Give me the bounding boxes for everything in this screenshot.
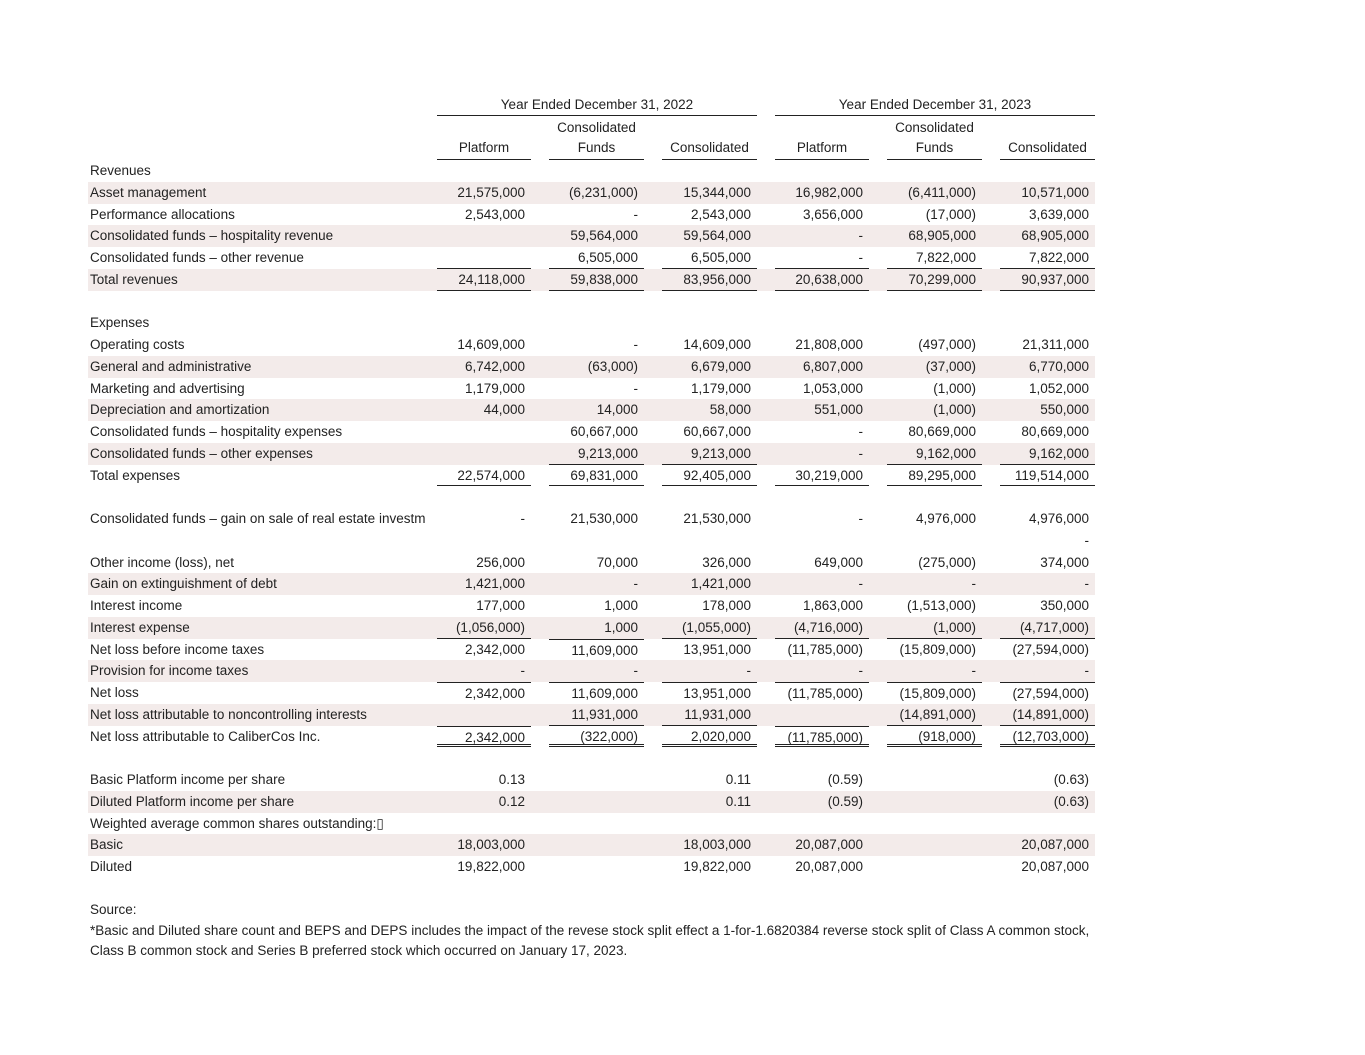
value-cell: 1,053,000 xyxy=(802,380,863,396)
column-header-line: Funds xyxy=(577,140,616,155)
value-cell: - xyxy=(775,247,869,269)
row-label: Basic Platform income per share xyxy=(90,772,286,787)
table-row xyxy=(88,813,1098,835)
value-cell: 6,770,000 xyxy=(1028,358,1089,374)
row-label: Revenues xyxy=(90,163,151,178)
value-cell: 7,822,000 xyxy=(1000,247,1095,269)
value-cell: - xyxy=(971,576,976,592)
value-cell: 350,000 xyxy=(1040,598,1089,613)
value-cell xyxy=(437,530,531,552)
value-cell: 21,530,000 xyxy=(570,511,638,526)
row-label: General and administrative xyxy=(90,358,252,374)
value-cell: 2,342,000 xyxy=(437,726,531,748)
value-cell: 1,179,000 xyxy=(690,380,751,396)
value-cell xyxy=(775,747,869,769)
value-cell: - xyxy=(633,206,638,222)
value-cell xyxy=(549,834,644,856)
table-row xyxy=(88,704,1095,726)
row-label: Consolidated funds – other revenue xyxy=(90,250,304,265)
value-cell xyxy=(437,813,531,835)
value-cell: 22,574,000 xyxy=(437,465,531,487)
value-cell xyxy=(662,530,757,552)
value-cell: 6,807,000 xyxy=(802,358,863,374)
income-statement-table xyxy=(88,94,1098,878)
row-label: Gain on extinguishment of debt xyxy=(90,576,277,592)
value-cell: 550,000 xyxy=(1040,402,1089,418)
table-row xyxy=(88,486,1098,508)
value-cell xyxy=(775,530,869,552)
table-row xyxy=(88,834,1095,856)
value-cell: 4,976,000 xyxy=(1028,511,1089,526)
value-cell: - xyxy=(858,511,863,526)
value-cell xyxy=(887,747,982,769)
value-cell: 70,299,000 xyxy=(887,269,982,291)
value-cell: (0.59) xyxy=(827,772,863,787)
table-row xyxy=(88,617,1095,639)
value-cell: (0.63) xyxy=(1053,772,1089,787)
value-cell xyxy=(662,813,757,835)
row-label: Total expenses xyxy=(90,467,181,483)
value-cell: (14,891,000) xyxy=(1000,704,1095,726)
row-label: Diluted xyxy=(90,859,133,874)
value-cell: 20,087,000 xyxy=(795,837,863,853)
value-cell: 59,564,000 xyxy=(683,228,751,244)
value-cell: 177,000 xyxy=(476,598,525,613)
table-row xyxy=(88,769,1098,791)
row-label: Provision for income taxes xyxy=(90,663,249,679)
value-cell: 19,822,000 xyxy=(457,859,525,874)
value-cell xyxy=(662,160,757,182)
column-header-line: Funds xyxy=(915,140,954,155)
value-cell: 70,000 xyxy=(596,554,638,570)
footnotes xyxy=(90,900,1090,962)
value-cell xyxy=(775,486,869,508)
value-cell: 20,087,000 xyxy=(795,859,863,874)
column-header-2 xyxy=(549,120,644,160)
value-cell: 44,000 xyxy=(483,402,525,418)
value-cell: 21,311,000 xyxy=(1022,337,1089,352)
table-row xyxy=(88,747,1098,769)
table-row xyxy=(88,465,1098,487)
value-cell xyxy=(437,747,531,769)
value-cell xyxy=(549,530,644,552)
value-cell xyxy=(549,312,644,334)
column-header-row xyxy=(88,116,1098,160)
value-cell: (11,785,000) xyxy=(775,682,869,704)
row-label: Expenses xyxy=(90,315,150,331)
value-cell: - xyxy=(746,663,751,679)
value-cell: 6,505,000 xyxy=(662,247,757,269)
period-header-2022: Year Ended December 31, 2022 xyxy=(437,94,757,116)
value-cell: 18,003,000 xyxy=(683,837,751,853)
value-cell: - xyxy=(633,576,638,592)
column-header-1 xyxy=(437,120,531,160)
table-row xyxy=(88,225,1095,247)
value-cell: 15,344,000 xyxy=(683,184,751,200)
value-cell: (1,056,000) xyxy=(437,617,531,639)
value-cell xyxy=(662,312,757,334)
table-row xyxy=(88,421,1098,443)
value-cell xyxy=(887,834,982,856)
table-row xyxy=(88,443,1095,465)
table-row xyxy=(88,791,1095,813)
value-cell: (918,000) xyxy=(887,726,982,748)
column-header-line: Consolidated xyxy=(670,140,749,155)
value-cell xyxy=(1000,813,1095,835)
value-cell xyxy=(549,769,644,791)
value-cell: 60,667,000 xyxy=(570,424,638,439)
value-cell: 13,951,000 xyxy=(683,641,751,657)
value-cell: 0.12 xyxy=(498,793,525,809)
value-cell xyxy=(437,486,531,508)
column-header-line: Platform xyxy=(796,140,848,155)
value-cell xyxy=(549,486,644,508)
value-cell: - xyxy=(633,337,638,352)
value-cell: 89,295,000 xyxy=(887,465,982,487)
value-cell: (63,000) xyxy=(587,358,638,374)
value-cell xyxy=(437,225,531,247)
table-row xyxy=(88,682,1098,704)
row-label: Consolidated funds – other expenses xyxy=(90,445,313,461)
value-cell xyxy=(437,443,531,465)
value-cell: 90,937,000 xyxy=(1000,269,1095,291)
value-cell: - xyxy=(858,576,863,592)
row-label: Basic xyxy=(90,837,124,853)
value-cell: 1,421,000 xyxy=(690,576,751,592)
value-cell xyxy=(887,813,982,835)
column-header-line: Platform xyxy=(458,140,510,155)
table-row xyxy=(88,247,1098,269)
value-cell: 326,000 xyxy=(702,554,751,570)
value-cell: - xyxy=(520,511,525,526)
value-cell: 649,000 xyxy=(814,554,863,570)
value-cell: 59,838,000 xyxy=(549,269,644,291)
value-cell: (0.59) xyxy=(827,793,863,809)
value-cell xyxy=(887,769,982,791)
value-cell: - xyxy=(1084,576,1089,592)
value-cell: (14,891,000) xyxy=(887,704,982,726)
value-cell xyxy=(437,312,531,334)
row-label: Consolidated funds – hospitality revenue xyxy=(90,228,334,244)
table-row xyxy=(88,356,1095,378)
row-label: Asset management xyxy=(90,184,207,200)
value-cell xyxy=(1000,486,1095,508)
value-cell xyxy=(775,704,869,726)
value-cell: (1,000) xyxy=(933,380,976,396)
value-cell xyxy=(549,291,644,313)
value-cell: (1,000) xyxy=(933,402,976,418)
value-cell xyxy=(887,486,982,508)
row-label: Net loss xyxy=(90,685,139,700)
table-row xyxy=(88,160,1098,182)
value-cell xyxy=(887,291,982,313)
value-cell xyxy=(1000,160,1095,182)
value-cell: (6,411,000) xyxy=(907,184,976,200)
value-cell: 551,000 xyxy=(814,402,863,418)
value-cell: 13,951,000 xyxy=(662,682,757,704)
value-cell: (322,000) xyxy=(549,726,644,748)
value-cell: 18,003,000 xyxy=(457,837,525,853)
value-cell xyxy=(775,312,869,334)
value-cell: 0.11 xyxy=(725,772,751,787)
value-cell: (275,000) xyxy=(918,554,976,570)
value-cell xyxy=(549,791,644,813)
value-cell: (11,785,000) xyxy=(775,726,869,748)
row-label: Interest expense xyxy=(90,619,190,635)
value-cell: 6,505,000 xyxy=(549,247,644,269)
column-header-6 xyxy=(1000,120,1095,160)
value-cell: (0.63) xyxy=(1053,793,1089,809)
value-cell: 1,863,000 xyxy=(802,598,863,613)
table-row xyxy=(88,291,1098,313)
value-cell: 9,162,000 xyxy=(1000,443,1095,465)
value-cell xyxy=(1000,312,1095,334)
row-label: Other income (loss), net xyxy=(90,554,235,570)
table-body xyxy=(88,160,1098,878)
value-cell: 60,667,000 xyxy=(683,424,751,439)
value-cell: 2,342,000 xyxy=(437,682,531,704)
value-cell: 20,638,000 xyxy=(775,269,869,291)
value-cell: 1,000 xyxy=(604,598,638,613)
value-cell xyxy=(775,291,869,313)
value-cell: 1,052,000 xyxy=(1028,380,1089,396)
value-cell: (37,000) xyxy=(925,358,976,374)
source-label: Source: xyxy=(90,902,137,917)
period-header-row xyxy=(88,94,1098,116)
value-cell: 21,575,000 xyxy=(457,184,525,200)
value-cell: - xyxy=(858,228,863,244)
value-cell: 2,543,000 xyxy=(690,206,751,222)
value-cell: 30,219,000 xyxy=(775,465,869,487)
value-cell: 2,543,000 xyxy=(464,206,525,222)
value-cell: 20,087,000 xyxy=(1021,859,1089,874)
table-row xyxy=(88,660,1095,682)
value-cell xyxy=(437,247,531,269)
value-cell: 68,905,000 xyxy=(908,228,976,244)
value-cell: (27,594,000) xyxy=(1012,641,1089,657)
value-cell: (4,716,000) xyxy=(775,617,869,639)
value-cell xyxy=(887,530,982,552)
value-cell: 11,609,000 xyxy=(549,682,644,704)
value-cell xyxy=(887,791,982,813)
table-row xyxy=(88,856,1098,878)
value-cell: 14,000 xyxy=(596,402,638,418)
row-label: Performance allocations xyxy=(90,206,235,222)
row-label: Total revenues xyxy=(90,271,178,287)
value-cell: 11,609,000 xyxy=(549,639,644,661)
table-row xyxy=(88,573,1095,595)
value-cell: 11,931,000 xyxy=(549,704,644,726)
value-cell xyxy=(437,160,531,182)
value-cell: 178,000 xyxy=(702,598,751,613)
value-cell xyxy=(437,704,531,726)
value-cell: (15,809,000) xyxy=(899,641,976,657)
value-cell: 58,000 xyxy=(709,402,751,418)
value-cell: 9,213,000 xyxy=(662,443,757,465)
value-cell xyxy=(1000,747,1095,769)
value-cell: 2,020,000 xyxy=(662,726,757,748)
value-cell: - xyxy=(1084,532,1089,548)
value-cell: 374,000 xyxy=(1040,554,1089,570)
table-row xyxy=(88,182,1095,204)
value-cell: 9,162,000 xyxy=(887,443,982,465)
value-cell: 2,342,000 xyxy=(464,641,525,657)
value-cell xyxy=(887,312,982,334)
table-row xyxy=(88,639,1098,661)
value-cell xyxy=(437,421,531,443)
column-header-line: Consolidated xyxy=(557,120,636,135)
value-cell: 68,905,000 xyxy=(1021,228,1089,244)
table-row xyxy=(88,312,1098,334)
value-cell xyxy=(549,747,644,769)
column-header-line: Consolidated xyxy=(895,120,974,135)
table-row xyxy=(88,552,1098,574)
value-cell: (4,717,000) xyxy=(1000,617,1095,639)
value-cell: (11,785,000) xyxy=(787,641,863,657)
value-cell: (1,055,000) xyxy=(662,617,757,639)
value-cell: - xyxy=(858,445,863,461)
row-label: Consolidated funds – gain on sale of real estate investm xyxy=(90,511,426,526)
value-cell xyxy=(437,291,531,313)
value-cell xyxy=(887,160,982,182)
value-cell: 92,405,000 xyxy=(662,465,757,487)
value-cell: 83,956,000 xyxy=(662,269,757,291)
value-cell: 119,514,000 xyxy=(1000,465,1095,487)
value-cell xyxy=(549,160,644,182)
column-header-3 xyxy=(662,120,757,160)
value-cell: 69,831,000 xyxy=(549,465,644,487)
value-cell xyxy=(662,291,757,313)
value-cell: (12,703,000) xyxy=(1000,726,1095,748)
table-row xyxy=(88,399,1095,421)
value-cell: 10,571,000 xyxy=(1021,184,1089,200)
value-cell: 14,609,000 xyxy=(683,337,751,352)
value-cell xyxy=(549,856,644,878)
value-cell xyxy=(775,160,869,182)
value-cell: (17,000) xyxy=(925,206,976,222)
value-cell: 1,179,000 xyxy=(464,380,525,396)
value-cell: 6,742,000 xyxy=(464,358,525,374)
value-cell: - xyxy=(858,663,863,679)
value-cell: - xyxy=(633,663,638,679)
row-label: Net loss attributable to noncontrolling interests xyxy=(90,706,367,722)
table-row xyxy=(88,595,1098,617)
value-cell: 0.11 xyxy=(725,793,751,809)
value-cell xyxy=(775,813,869,835)
value-cell: - xyxy=(971,663,976,679)
value-cell: 14,609,000 xyxy=(457,337,525,352)
column-header-line: Consolidated xyxy=(1008,140,1087,155)
row-label: Marketing and advertising xyxy=(90,380,245,396)
row-label: Consolidated funds – hospitality expenses xyxy=(90,424,343,439)
value-cell: - xyxy=(520,663,525,679)
table-row xyxy=(88,269,1095,291)
value-cell: 16,982,000 xyxy=(795,184,863,200)
table-row xyxy=(88,508,1098,530)
value-cell: - xyxy=(858,424,863,439)
value-cell: 21,808,000 xyxy=(795,337,863,352)
value-cell: 80,669,000 xyxy=(1021,424,1089,439)
value-cell: 4,976,000 xyxy=(915,511,976,526)
row-label: Net loss attributable to CaliberCos Inc. xyxy=(90,728,321,744)
column-header-5 xyxy=(887,120,982,160)
value-cell xyxy=(1000,291,1095,313)
row-label: Net loss before income taxes xyxy=(90,641,265,657)
value-cell: 256,000 xyxy=(476,554,525,570)
value-cell: 7,822,000 xyxy=(887,247,982,269)
value-cell: (6,231,000) xyxy=(568,184,638,200)
value-cell: 24,118,000 xyxy=(437,269,531,291)
value-cell xyxy=(662,486,757,508)
row-label: Interest income xyxy=(90,598,183,613)
value-cell: 6,679,000 xyxy=(690,358,751,374)
value-cell xyxy=(887,856,982,878)
row-label: Weighted average common shares outstanding:▯ xyxy=(90,815,384,831)
row-label: Depreciation and amortization xyxy=(90,402,270,418)
value-cell: (15,809,000) xyxy=(887,682,982,704)
value-cell: 3,656,000 xyxy=(802,206,863,222)
value-cell: - xyxy=(633,380,638,396)
value-cell: 20,087,000 xyxy=(1021,837,1089,853)
value-cell: - xyxy=(1084,663,1089,679)
value-cell: 1,000 xyxy=(604,619,638,635)
value-cell: 9,213,000 xyxy=(549,443,644,465)
value-cell: (497,000) xyxy=(918,337,976,352)
value-cell: (27,594,000) xyxy=(1000,682,1095,704)
value-cell: 1,421,000 xyxy=(464,576,525,592)
value-cell: 3,639,000 xyxy=(1028,206,1089,222)
table-row xyxy=(88,530,1098,552)
footnote-text: *Basic and Diluted share count and BEPS and DEPS includes the impact of the revese stock split effect a 1-for-1.6820384 reverse stock split of Class A common stock, Class B common stock and Series B preferred stock which occurred on January 17, 2023. xyxy=(90,922,1090,958)
period-header-2023: Year Ended December 31, 2023 xyxy=(775,94,1095,116)
value-cell: (1,000) xyxy=(887,617,982,639)
value-cell: 0.13 xyxy=(498,772,525,787)
table-row xyxy=(88,726,1098,748)
value-cell: 21,530,000 xyxy=(683,511,751,526)
table-row xyxy=(88,334,1098,356)
row-label: Operating costs xyxy=(90,337,185,352)
value-cell xyxy=(549,813,644,835)
column-header-4 xyxy=(775,120,869,160)
table-row xyxy=(88,378,1098,400)
table-row xyxy=(88,204,1098,226)
value-cell: (1,513,000) xyxy=(906,598,976,613)
value-cell xyxy=(662,747,757,769)
value-cell: 80,669,000 xyxy=(908,424,976,439)
value-cell: 11,931,000 xyxy=(662,704,757,726)
value-cell: 59,564,000 xyxy=(570,228,638,244)
value-cell: 19,822,000 xyxy=(683,859,751,874)
row-label: Diluted Platform income per share xyxy=(90,793,295,809)
